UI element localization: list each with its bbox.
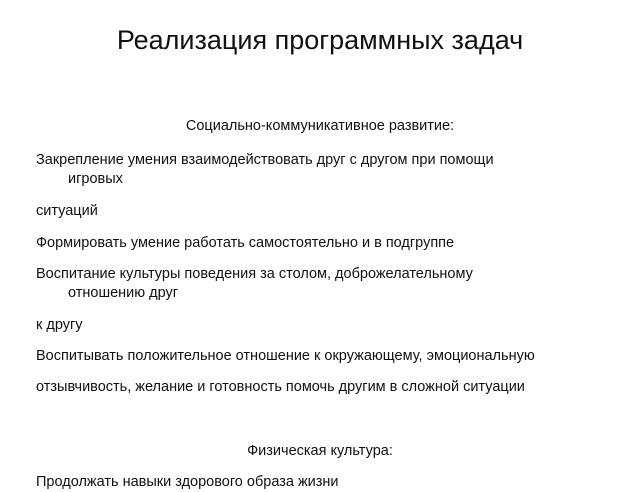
section-heading-physical: Физическая культура: [247,443,393,459]
goal-item-healthy-lifestyle: Продолжать навыки здорового образа жизни [36,474,339,490]
slide-title: Реализация программных задач [116,25,524,55]
section-heading-social: Социально-коммуникативное развитие: [185,118,455,134]
goal-item-table-manners-continuation: отношению друг [68,285,179,301]
goal-item-responsiveness: отзывчивость, желание и готовность помочь другим в сложной ситуации [36,379,525,395]
goal-item-interaction [36,151,626,189]
goal-item-interaction-continuation: игровых [68,171,123,187]
goal-item-independence: Формировать умение работать самостоятельно и в подгруппе [36,235,455,251]
goal-item-to-each-other: к другу [36,317,83,333]
goal-item-positive-attitude: Воспитывать положительное отношение к окружающему, эмоциональную [36,348,535,364]
goal-item-table-manners-text: Воспитание культуры поведения за столом, доброжелательному [36,266,473,282]
goal-item-table-manners [36,265,626,303]
goal-item-interaction-text: Закрепление умения взаимодействовать друг с другом при помощи [36,152,494,168]
goal-item-situations: ситуаций [36,203,98,219]
